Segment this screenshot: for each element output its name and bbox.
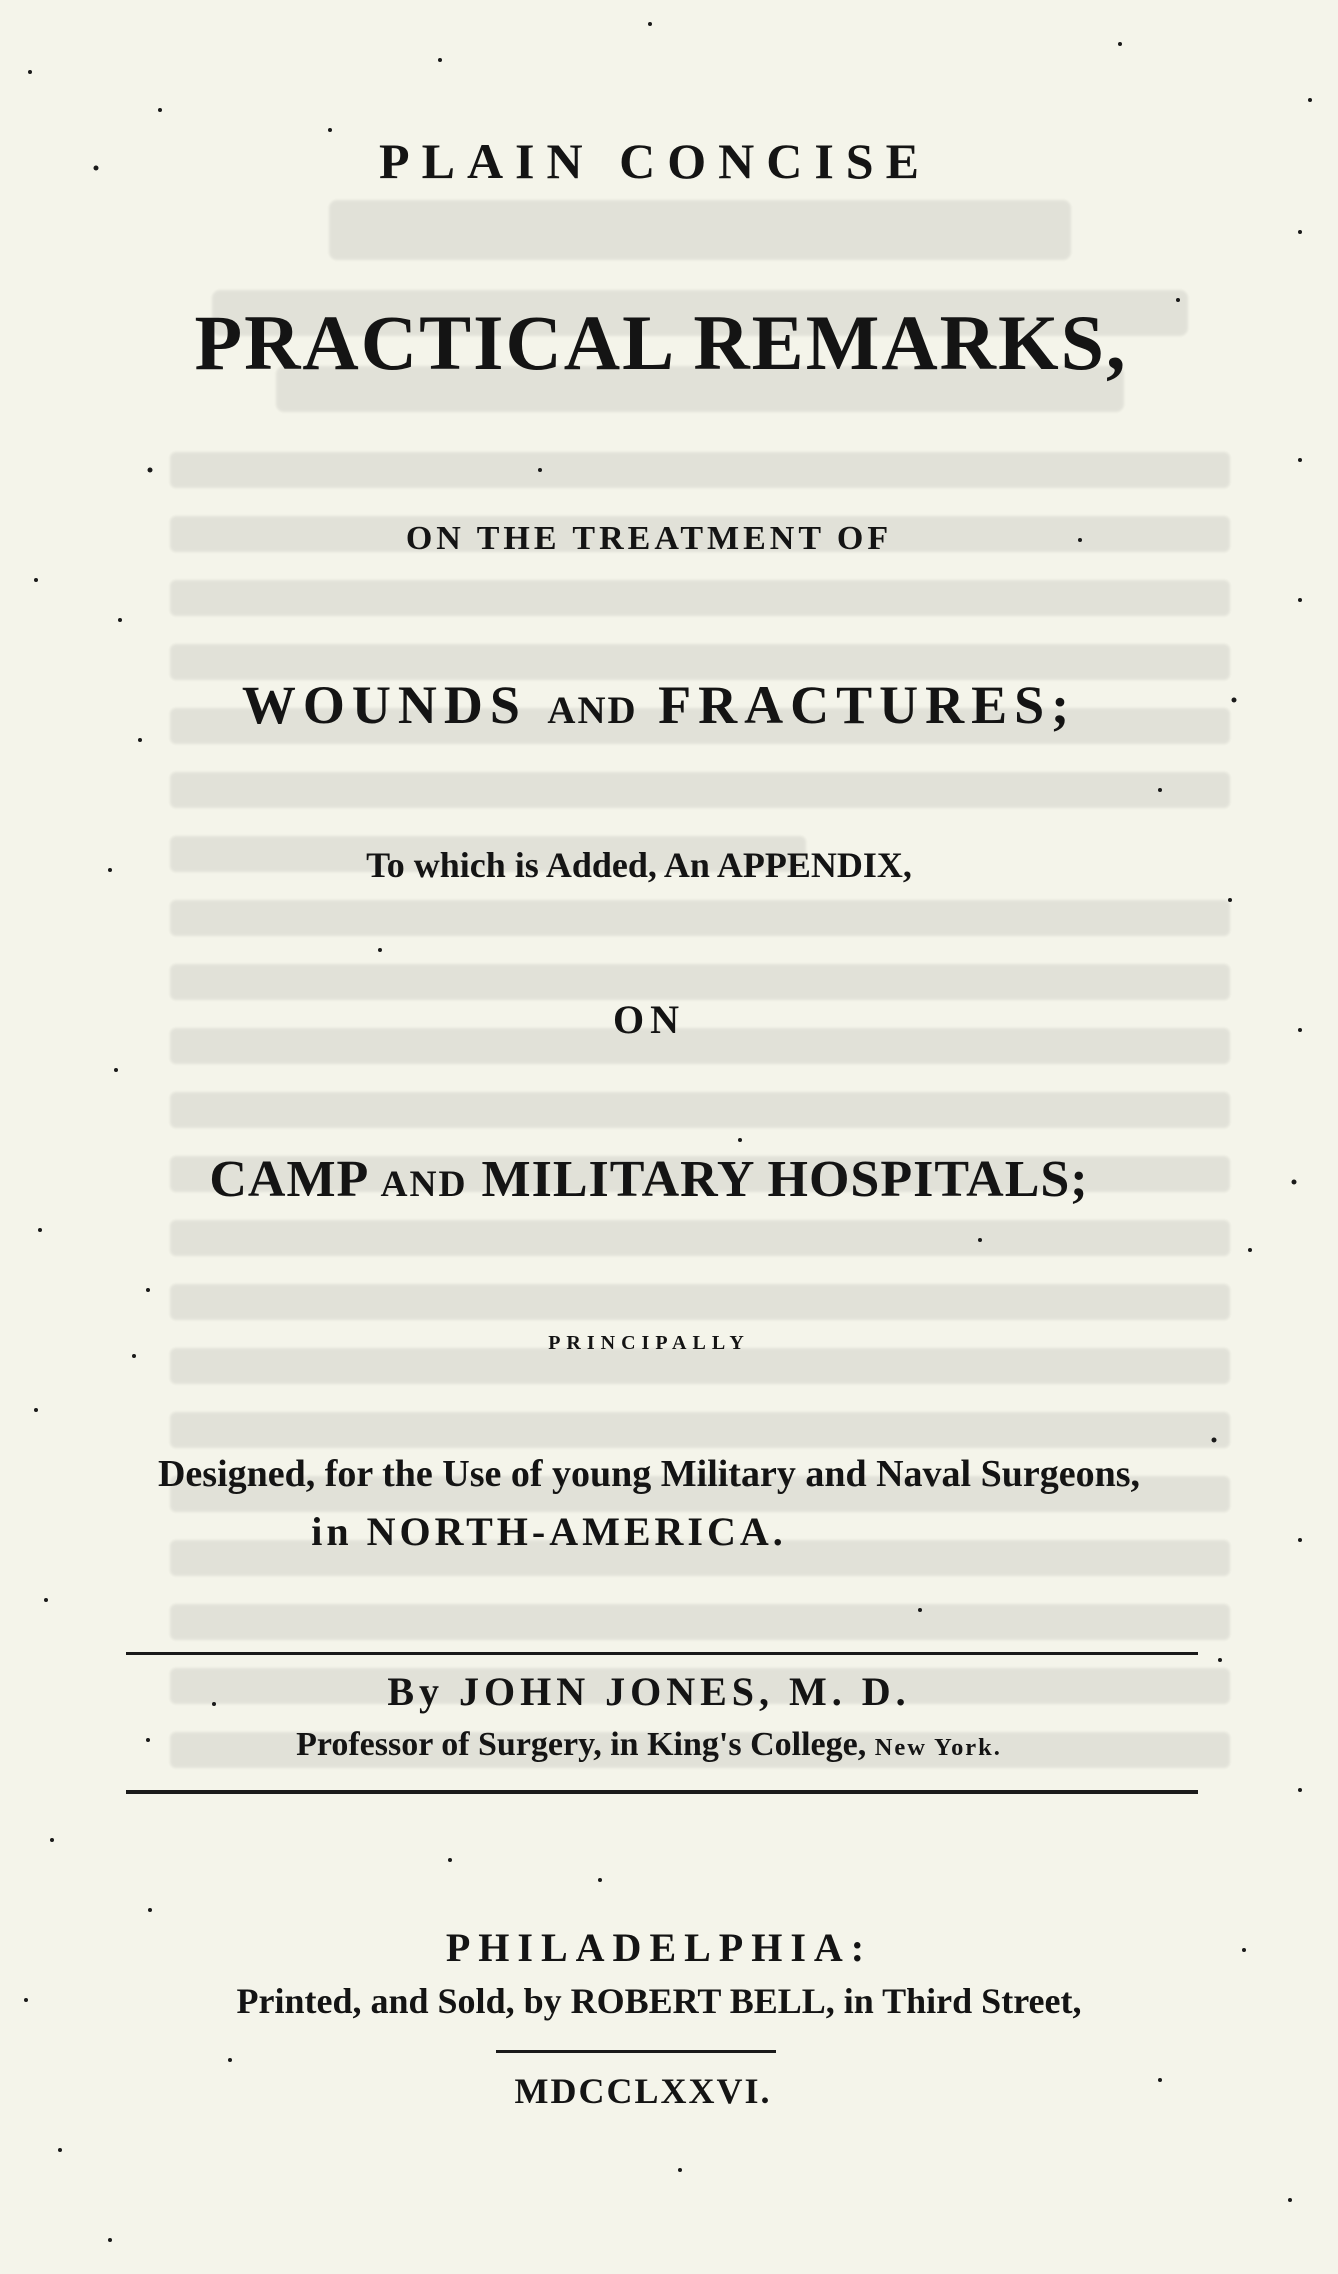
designed-for-line: Designed, for the Use of young Military and Naval Surgeons, xyxy=(157,1453,1141,1495)
word-and: AND xyxy=(547,689,638,732)
north-america-line: in NORTH-AMERICA. xyxy=(311,1509,787,1554)
word-principally: PRINCIPALLY xyxy=(548,1332,750,1354)
title-line-wounds-fractures xyxy=(0,674,1328,736)
imprint-city: PHILADELPHIA: xyxy=(445,1925,873,1970)
rule-below-author xyxy=(126,1790,1198,1794)
word-fractures: FRACTURES; xyxy=(658,675,1077,735)
imprint-printer: Printed, and Sold, by ROBERT BELL, in Third Street, xyxy=(236,1981,1082,2021)
rule-above-author xyxy=(126,1652,1198,1655)
rule-above-year xyxy=(496,2050,776,2053)
word-military-hospitals: MILITARY HOSPITALS; xyxy=(481,1151,1089,1208)
author-place: New York. xyxy=(874,1734,1002,1761)
author-title: Professor of Surgery, in King's College, xyxy=(296,1726,867,1763)
title-line-practical-remarks: PRACTICAL REMARKS, xyxy=(194,299,1128,386)
word-and: AND xyxy=(380,1164,468,1205)
word-on: ON xyxy=(613,997,685,1042)
imprint-year: MDCCLXXVI. xyxy=(514,2071,772,2111)
title-line-plain-concise: PLAIN CONCISE xyxy=(379,133,931,189)
title-line-camp-hospitals xyxy=(0,1150,1318,1209)
word-wounds: WOUNDS xyxy=(241,675,527,735)
word-camp: CAMP xyxy=(209,1151,367,1208)
subtitle-treatment-of: ON THE TREATMENT OF xyxy=(405,520,893,557)
author-title-line xyxy=(0,1726,1318,1764)
author-line: By JOHN JONES, M. D. xyxy=(387,1669,911,1714)
appendix-line: To which is Added, An APPENDIX, xyxy=(366,845,912,885)
